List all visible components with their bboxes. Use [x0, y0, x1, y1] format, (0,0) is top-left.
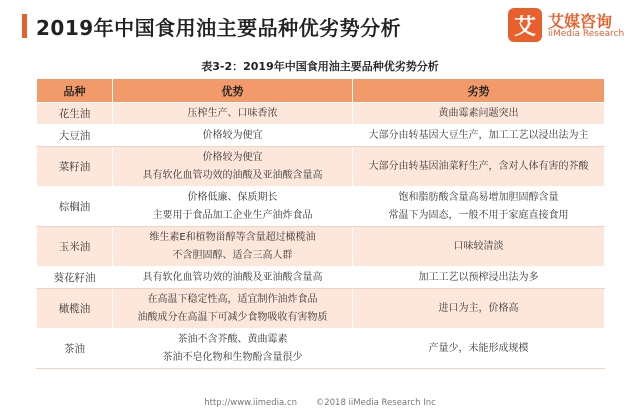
footer-url: http://www.iimedia.cn: [204, 398, 298, 408]
advantage-line: 茶油不皂化物和生物酚含量很少: [162, 351, 303, 363]
disadvantage-line: 黄曲霉素问题突出: [438, 107, 519, 119]
table-row: [37, 187, 605, 227]
advantages-cell: [113, 289, 353, 329]
logo-english-name: iiMedia Research: [548, 29, 625, 39]
imedia-logo: [508, 8, 626, 44]
advantages-cell: [113, 103, 353, 125]
disadvantage-line: 大部分由转基因大豆生产，加工工艺以浸出法为主: [368, 129, 589, 141]
disadvantages-cell: [353, 329, 605, 369]
advantage-line: 具有软化血管功效的油酸及亚油酸含量高: [142, 169, 323, 181]
variety-cell: 橄榄油: [37, 289, 113, 329]
variety-cell: 菜籽油: [37, 147, 113, 187]
disadvantages-cell: [353, 147, 605, 187]
table-caption: 表3-2：2019年中国食用油主要品种优劣势分析: [201, 60, 439, 73]
advantage-line: 压榨生产、口味香浓: [187, 107, 278, 119]
logo-mark-icon: 艾: [508, 8, 542, 42]
variety-cell: 花生油: [37, 103, 113, 125]
page-title: 2019年中国食用油主要品种优劣势分析: [36, 16, 402, 40]
disadvantages-cell: [353, 125, 605, 147]
advantages-cell: [113, 147, 353, 187]
table-row: [37, 289, 605, 329]
disadvantage-line: 产量少，未能形成规模: [428, 342, 529, 354]
disadvantages-cell: [353, 103, 605, 125]
variety-cell: 玉米油: [37, 227, 113, 267]
variety-cell: 大豆油: [37, 125, 113, 147]
advantage-line: 具有软化血管功效的油酸及亚油酸含量高: [142, 271, 323, 283]
advantages-cell: [113, 187, 353, 227]
advantages-cell: [113, 329, 353, 369]
table-row: [37, 267, 605, 289]
disadvantage-line: 进口为主，价格高: [438, 302, 519, 314]
table-row: [37, 227, 605, 267]
advantage-line: 不含胆固醇、适合三高人群: [172, 249, 293, 261]
footer-copyright: ©2018 iiMedia Research Inc: [315, 398, 436, 408]
disadvantage-line: 饱和脂肪酸含量高易增加胆固醇含量: [398, 191, 559, 203]
table-row: [37, 103, 605, 125]
table-row: [37, 329, 605, 369]
title-accent-bar: [22, 14, 27, 38]
footer: [0, 398, 640, 416]
column-header-disadvantages: 劣势: [353, 79, 605, 103]
variety-cell: 棕榈油: [37, 187, 113, 227]
table-body: [37, 103, 605, 369]
advantage-line: 价格较为便宜: [202, 151, 263, 163]
advantage-line: 主要用于食品加工企业生产油炸食品: [152, 209, 313, 221]
variety-cell: 茶油: [37, 329, 113, 369]
title-bar: [0, 0, 640, 50]
disadvantage-line: 口味较清淡: [453, 240, 504, 252]
advantage-line: 油酸成分在高温下可减少食物吸收有害物质: [137, 311, 328, 323]
disadvantage-line: 加工工艺以预榨浸出法为多: [418, 271, 539, 283]
comparison-table: [36, 78, 605, 369]
column-header-variety: 品种: [37, 79, 113, 103]
disadvantages-cell: [353, 227, 605, 267]
disadvantages-cell: [353, 187, 605, 227]
logo-chinese-name: 艾媒咨询: [548, 12, 613, 31]
advantage-line: 价格低廉、保质期长: [187, 191, 278, 203]
column-header-advantages: 优势: [113, 79, 353, 103]
disadvantage-line: 常温下为固态，一般不用于家庭直接食用: [388, 209, 569, 221]
advantages-cell: [113, 267, 353, 289]
advantage-line: 维生素E和植物甾醇等含量超过橄榄油: [149, 231, 316, 243]
table-row: [37, 147, 605, 187]
disadvantage-line: 大部分由转基因油菜籽生产，含对人体有害的芥酸: [368, 160, 589, 172]
variety-cell: 葵花籽油: [37, 267, 113, 289]
advantages-cell: [113, 125, 353, 147]
advantage-line: 在高温下稳定性高，适宜制作油炸食品: [147, 293, 318, 305]
advantages-cell: [113, 227, 353, 267]
advantage-line: 茶油不含芥酸、黄曲霉素: [177, 333, 288, 345]
disadvantages-cell: [353, 289, 605, 329]
advantage-line: 价格较为便宜: [202, 129, 263, 141]
table-row: [37, 125, 605, 147]
disadvantages-cell: [353, 267, 605, 289]
table-header-row: [37, 79, 605, 103]
